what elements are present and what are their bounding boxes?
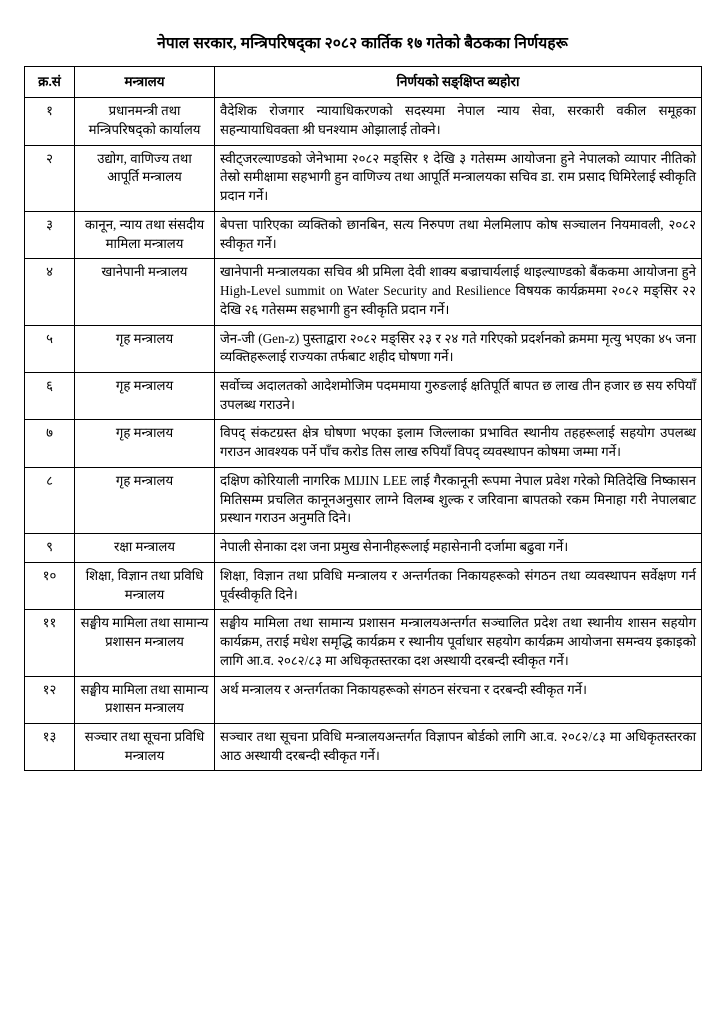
cell-decision: दक्षिण कोरियाली नागरिक MIJIN LEE लाई गैरकानूनी रूपमा नेपाल प्रवेश गरेको मितिदेखि निष्कासन मितिसम्म प्रचलित कानूनअनुसार लाग्ने विलम्ब शुल्क र जरिवाना बापतको रकम मिनाहा गरी नेपालबाट प्रस्थान गराउन अनुमति दिने। (215, 467, 702, 533)
cell-decision: विपद् संकटग्रस्त क्षेत्र घोषणा भएका इलाम जिल्लाका प्रभावित स्थानीय तहहरूलाई सहयोग उपलब्ध गराउन आवश्यक पर्ने पाँच करोड तिस लाख रुपियाँ विपद् व्यवस्थापन कोषमा जम्मा गर्ने। (215, 420, 702, 467)
cell-ministry: सञ्चार तथा सूचना प्रविधि मन्त्रालय (75, 724, 215, 771)
column-header-serial-number: क्र.सं (25, 67, 75, 98)
cell-ministry: सङ्घीय मामिला तथा सामान्य प्रशासन मन्त्रालय (75, 610, 215, 676)
table-row (25, 211, 702, 258)
cell-decision: सङ्घीय मामिला तथा सामान्य प्रशासन मन्त्रालयअन्तर्गत सञ्चालित प्रदेश तथा स्थानीय शासन सहयोग कार्यक्रम, तराई मधेश समृद्धि कार्यक्रम र स्थानीय पूर्वाधार सहयोग कार्यक्रम आयोजना समन्वय इकाइको लागि आ.व. २०८२/८३ मा अधिकृतस्तरका दश अस्थायी दरबन्दी स्वीकृत गर्ने। (215, 610, 702, 676)
table-body (25, 98, 702, 771)
cell-ministry: गृह मन्त्रालय (75, 372, 215, 419)
table-header-row (25, 67, 702, 98)
table-row (25, 467, 702, 533)
cell-decision: वैदेशिक रोजगार न्यायाधिकरणको सदस्यमा नेपाल न्याय सेवा, सरकारी वकील समूहका सहन्यायाधिवक्ता श्री घनश्याम ओझालाई तोक्ने। (215, 98, 702, 145)
cell-ministry: गृह मन्त्रालय (75, 420, 215, 467)
cell-decision: खानेपानी मन्त्रालयका सचिव श्री प्रमिला देवी शाक्य बज्राचार्यलाई थाइल्याण्डको बैंककमा आयोजना हुने High-Level summit on Water Security and Resilience विषयक कार्यक्रममा २०८२ मङ्सिर २२ देखि २६ गतेसम्म सहभागी हुन स्वीकृति प्रदान गर्ने। (215, 259, 702, 325)
cell-serial-number: ७ (25, 420, 75, 467)
cell-serial-number: १२ (25, 676, 75, 723)
cell-ministry: गृह मन्त्रालय (75, 467, 215, 533)
page-title: नेपाल सरकार, मन्त्रिपरिषद्का २०८२ कार्तिक १७ गतेको बैठकका निर्णयहरू (157, 35, 568, 52)
table-header (25, 67, 702, 98)
table-row (25, 259, 702, 325)
table-row (25, 98, 702, 145)
cell-serial-number: ६ (25, 372, 75, 419)
cell-serial-number: ९ (25, 534, 75, 563)
cell-ministry: प्रधानमन्त्री तथा मन्त्रिपरिषद्को कार्यालय (75, 98, 215, 145)
cell-decision: बेपत्ता पारिएका व्यक्तिको छानबिन, सत्य निरुपण तथा मेलमिलाप कोष सञ्चालन नियमावली, २०८२ स्वीकृत गर्ने। (215, 211, 702, 258)
cell-ministry: उद्योग, वाणिज्य तथा आपूर्ति मन्त्रालय (75, 145, 215, 211)
cell-decision: सर्वोच्च अदालतको आदेशमोजिम पदममाया गुरुङलाई क्षतिपूर्ति बापत छ लाख तीन हजार छ सय रुपियाँ उपलब्ध गराउने। (215, 372, 702, 419)
cell-serial-number: १० (25, 562, 75, 609)
cell-serial-number: ५ (25, 325, 75, 372)
cell-decision: नेपाली सेनाका दश जना प्रमुख सेनानीहरूलाई महासेनानी दर्जामा बढुवा गर्ने। (215, 534, 702, 563)
cell-decision: जेन-जी (Gen-z) पुस्ताद्वारा २०८२ मङ्सिर २३ र २४ गते गरिएको प्रदर्शनको क्रममा मृत्यु भएका ४५ जना व्यक्तिहरूलाई राज्यका तर्फबाट शहीद घोषणा गर्ने। (215, 325, 702, 372)
cell-decision: स्वीट्जरल्याण्डको जेनेभामा २०८२ मङ्सिर १ देखि ३ गतेसम्म आयोजना हुने नेपालको व्यापार नीतिको तेस्रो समीक्षामा सहभागी हुन वाणिज्य तथा आपूर्ति मन्त्रालयका सचिव डा. राम प्रसाद घिमिरेलाई स्वीकृति प्रदान गर्ने। (215, 145, 702, 211)
cell-decision: शिक्षा, विज्ञान तथा प्रविधि मन्त्रालय र अन्तर्गतका निकायहरूको संगठन तथा व्यवस्थापन सर्वेक्षण गर्न पूर्वस्वीकृति दिने। (215, 562, 702, 609)
table-row (25, 420, 702, 467)
cell-serial-number: ४ (25, 259, 75, 325)
cabinet-decisions-table (24, 66, 702, 771)
cell-ministry: खानेपानी मन्त्रालय (75, 259, 215, 325)
table-row (25, 724, 702, 771)
cell-serial-number: २ (25, 145, 75, 211)
cell-ministry: कानून, न्याय तथा संसदीय मामिला मन्त्रालय (75, 211, 215, 258)
cell-serial-number: ८ (25, 467, 75, 533)
table-row (25, 372, 702, 419)
cell-decision: सञ्चार तथा सूचना प्रविधि मन्त्रालयअन्तर्गत विज्ञापन बोर्डको लागि आ.व. २०८२/८३ मा अधिकृतस्तरका आठ अस्थायी दरबन्दी स्वीकृत गर्ने। (215, 724, 702, 771)
table-row (25, 610, 702, 676)
table-row (25, 562, 702, 609)
cell-decision: अर्थ मन्त्रालय र अन्तर्गतका निकायहरूको संगठन संरचना र दरबन्दी स्वीकृत गर्ने। (215, 676, 702, 723)
cell-ministry: सङ्घीय मामिला तथा सामान्य प्रशासन मन्त्रालय (75, 676, 215, 723)
table-row (25, 325, 702, 372)
table-row (25, 676, 702, 723)
table-row (25, 534, 702, 563)
cell-serial-number: ११ (25, 610, 75, 676)
cell-serial-number: ३ (25, 211, 75, 258)
cell-ministry: रक्षा मन्त्रालय (75, 534, 215, 563)
cell-ministry: गृह मन्त्रालय (75, 325, 215, 372)
cell-serial-number: १ (25, 98, 75, 145)
cell-ministry: शिक्षा, विज्ञान तथा प्रविधि मन्त्रालय (75, 562, 215, 609)
cell-serial-number: १३ (25, 724, 75, 771)
column-header-ministry: मन्त्रालय (75, 67, 215, 98)
column-header-decision: निर्णयको सङ्क्षिप्त ब्यहोरा (215, 67, 702, 98)
table-row (25, 145, 702, 211)
